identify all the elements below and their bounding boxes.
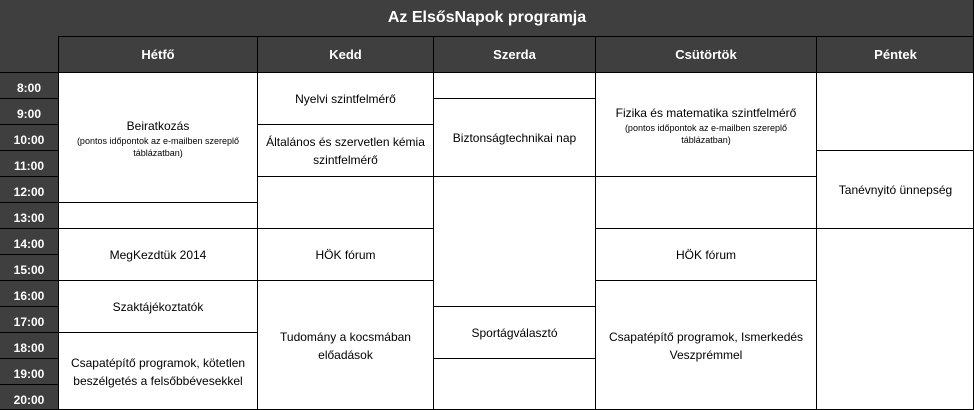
empty-cell — [257, 176, 433, 228]
event-note: (pontos időpontok az e-mailben szereplő táblázatban) — [76, 135, 240, 158]
day-header-thursday: Csütörtök — [595, 36, 816, 72]
event-cell-kemia: Általános és szervetlen kémia szintfelmérő — [257, 124, 433, 176]
empty-cell — [433, 176, 595, 306]
time-label: 8:00 — [0, 72, 58, 98]
time-label: 11:00 — [0, 150, 58, 176]
empty-cell — [433, 72, 595, 98]
event-cell-csapatepito-monday: Csapatépítő programok, kötetlen beszélgetés a felsőbbévesekkel — [58, 332, 257, 410]
page-title: Az ElsősNapok programja — [0, 0, 974, 36]
time-label: 20:00 — [0, 384, 58, 410]
time-label: 13:00 — [0, 202, 58, 228]
event-cell-fizika — [595, 72, 816, 176]
empty-cell — [595, 176, 816, 228]
event-cell-nyelvi: Nyelvi szintfelmérő — [257, 72, 433, 124]
time-label: 15:00 — [0, 254, 58, 280]
empty-cell — [816, 228, 974, 410]
empty-cell — [433, 358, 595, 410]
event-cell-sport: Sportágválasztó — [433, 306, 595, 358]
event-cell-beiratkozas — [58, 72, 257, 202]
event-note: (pontos időpontok az e-mailben szereplő táblázatban) — [624, 122, 788, 145]
day-header-monday: Hétfő — [58, 36, 257, 72]
day-header-friday: Péntek — [816, 36, 974, 72]
event-cell-tanevnyito: Tanévnyitó ünnepség — [816, 150, 974, 228]
time-label: 19:00 — [0, 358, 58, 384]
time-label: 12:00 — [0, 176, 58, 202]
event-title: Beiratkozás — [126, 118, 190, 133]
header-corner — [0, 36, 58, 72]
time-label: 10:00 — [0, 124, 58, 150]
day-header-wednesday: Szerda — [433, 36, 595, 72]
event-cell-szaktajekoztatok: Szaktájékoztatók — [58, 280, 257, 332]
time-label: 16:00 — [0, 280, 58, 306]
time-label: 17:00 — [0, 306, 58, 332]
event-cell-hok-thursday: HÖK fórum — [595, 228, 816, 280]
empty-cell — [58, 202, 257, 228]
event-cell-csapatepito-thursday: Csapatépítő programok, Ismerkedés Veszprémmel — [595, 280, 816, 410]
time-label: 18:00 — [0, 332, 58, 358]
event-title: Fizika és matematika szintfelmérő — [615, 105, 797, 120]
event-cell-tudomany: Tudomány a kocsmában előadások — [257, 280, 433, 410]
event-cell-hok-tuesday: HÖK fórum — [257, 228, 433, 280]
day-header-tuesday: Kedd — [257, 36, 433, 72]
event-cell-biztonsag: Biztonságtechnikai nap — [433, 98, 595, 176]
time-label: 9:00 — [0, 98, 58, 124]
empty-cell — [816, 72, 974, 150]
event-cell-megkezdtuk: MegKezdtük 2014 — [58, 228, 257, 280]
time-label: 14:00 — [0, 228, 58, 254]
